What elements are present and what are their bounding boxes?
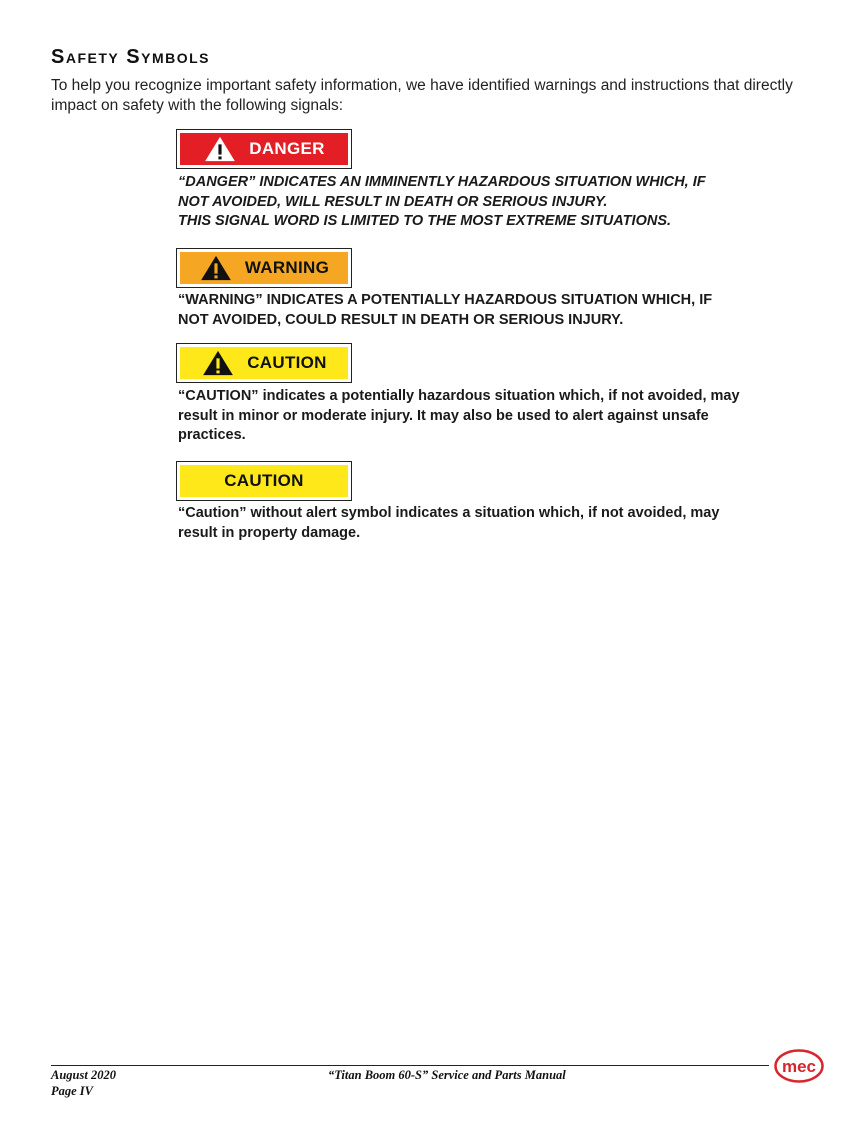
caution-no-alert-label: CAUTION — [224, 471, 304, 490]
caution-description: “CAUTION” indicates a potentially hazardous situation which, if not avoided, may result in minor or moderate injury. It may also be used to alert against unsafe practices. — [178, 388, 740, 443]
page-title: Safety Symbols — [51, 46, 211, 68]
caution-no-alert-description: “Caution” without alert symbol indicates a situation which, if not avoided, may result in property damage. — [178, 505, 720, 541]
danger-signal-box — [176, 129, 352, 169]
warning-triangle-icon — [199, 255, 233, 281]
intro-paragraph: To help you recognize important safety information, we have identified warnings and instructions that directly impact on safety with the following signals: — [51, 77, 793, 114]
mec-logo — [774, 1049, 824, 1083]
warning-triangle-icon — [201, 350, 235, 376]
footer-date: August 2020 — [51, 1068, 116, 1082]
warning-description: “WARNING” INDICATES A POTENTIALLY HAZARDOUS SITUATION WHICH, IF NOT AVOIDED, COULD RESULT IN DEATH OR SERIOUS INJURY. — [178, 292, 713, 328]
danger-description: “DANGER” INDICATES AN IMMINENTLY HAZARDOUS SITUATION WHICH, IF NOT AVOIDED, WILL RESULT IN DEATH OR SERIOUS INJURY. THIS SIGNAL WORD IS LIMITED TO THE MOST EXTREME SITUATIONS. — [178, 174, 706, 229]
caution-signal-box — [176, 343, 352, 383]
danger-label: DANGER — [249, 139, 325, 158]
footer-rule — [51, 1065, 769, 1066]
warning-signal-box — [176, 248, 352, 288]
warning-triangle-icon — [203, 136, 237, 162]
footer-page-number: Page IV — [51, 1084, 94, 1098]
svg-text:mec: mec — [781, 1057, 817, 1076]
warning-label: WARNING — [244, 258, 330, 277]
caution-label: CAUTION — [247, 353, 327, 372]
footer-manual-title: “Titan Boom 60-S” Service and Parts Manual — [328, 1068, 566, 1082]
caution-no-alert-signal-box — [176, 461, 352, 501]
